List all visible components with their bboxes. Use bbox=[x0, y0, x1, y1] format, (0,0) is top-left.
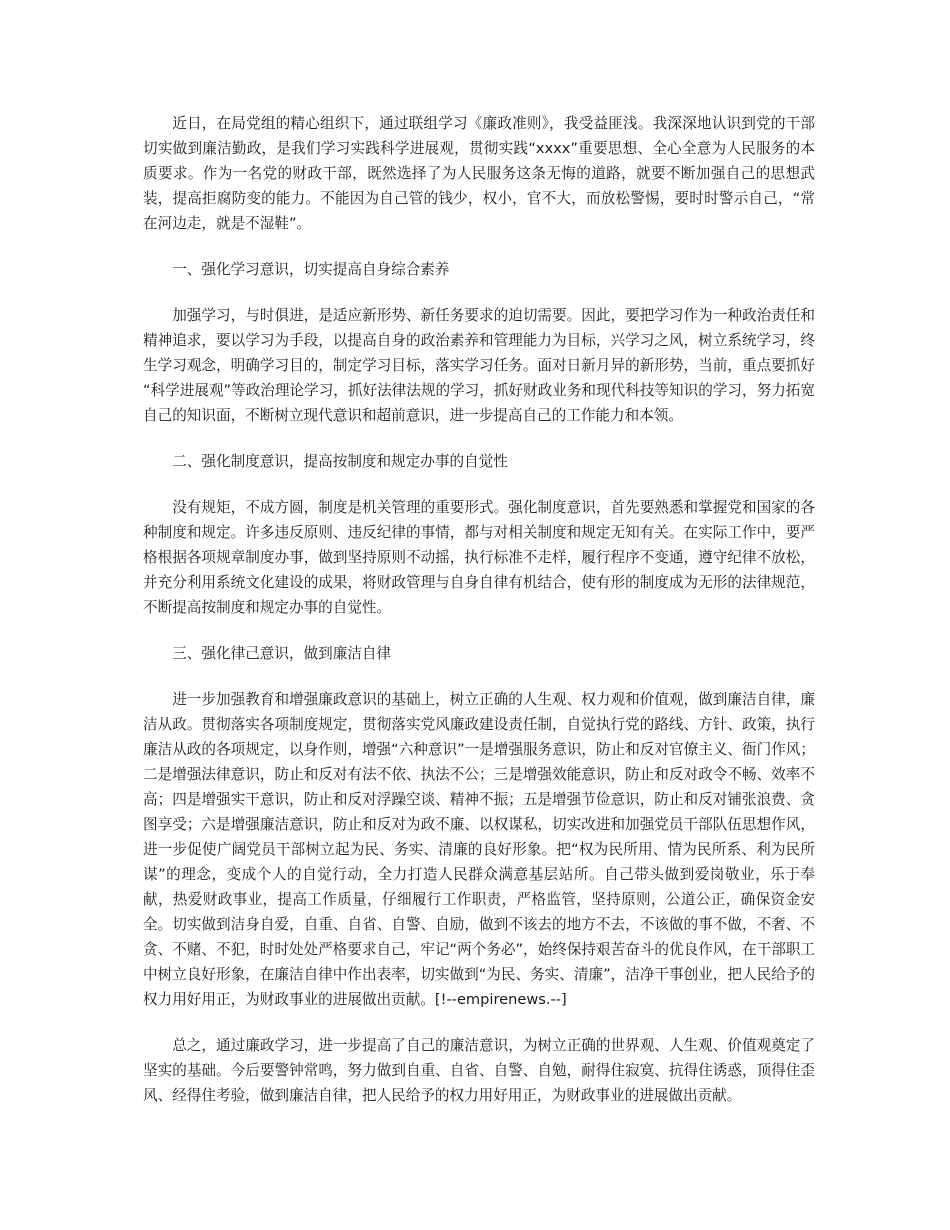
section-heading-2: 二、强化制度意识，提高按制度和规定办事的自觉性 bbox=[172, 453, 508, 470]
paragraph-section-1: 加强学习，与时俱进，是适应新形势、新任务要求的迫切需要。因此，要把学习作为一种政治责任和精神追求，要以学习为手段，以提高自身的政治素养和管理能力为目标，兴学习之风，树立系统学习，终生学习观念，明确学习目的，制定学习目标，落实学习任务。面对日新月异的新形势，当前，重点要抓好 “科学进展观”等政治理论学习，抓好法律法规的学习，抓好财政业务和现代科技等知识的学习，努力拓宽自己的知识面，不断树立现代意识和超前意识，进一步提高自己的工作能力和本领。 bbox=[143, 307, 815, 424]
paragraph-conclusion: 总之，通过廉政学习，进一步提高了自己的廉洁意识，为树立正确的世界观、人生观、价值观奠定了坚实的基础。今后要警钟常鸣，努力做到自重、自省、自警、自勉，耐得住寂寞、抗得住诱惑，顶得住歪风、经得住考验，做到廉洁自律，把人民给予的权力用好用正，为财政事业的进展做出贡献。 bbox=[143, 1037, 815, 1104]
paragraph-section-2: 没有规矩，不成方圆，制度是机关管理的重要形式。强化制度意识，首先要熟悉和掌握党和国家的各种制度和规定。许多违反原则、违反纪律的事情，都与对相关制度和规定无知有关。在实际工作中，要严格根据各项规章制度办事，做到坚持原则不动摇，执行标准不走样，履行程序不变通，遵守纪律不放松，并充分利用系统文化建设的成果，将财政管理与自身自律有机结合，使有形的制度成为无形的法律规范，不断提高按制度和规定办事的自觉性。 bbox=[143, 499, 815, 616]
paragraph-intro: 近日，在局党组的精心组织下，通过联组学习《廉政准则》，我受益匪浅。我深深地认识到党的干部切实做到廉洁勤政，是我们学习实践科学进展观，贯彻实践“xxxx”重要思想、全心全意为人民服务的本质要求。作为一名党的财政干部，既然选择了为人民服务这条无悔的道路，就要不断加强自己的思想武装，提高拒腐防变的能力。不能因为自己管的钱少，权小，官不大，而放松警惕，要时时警示自己，“常在河边走，就是不湿鞋”。 bbox=[143, 115, 815, 232]
section-heading-3: 三、强化律己意识，做到廉洁自律 bbox=[172, 645, 392, 662]
document-body bbox=[143, 111, 815, 1129]
paragraph-section-3: 进一步加强教育和增强廉政意识的基础上，树立正确的人生观、权力观和价值观，做到廉洁自律，廉洁从政。贯彻落实各项制度规定，贯彻落实党风廉政建设责任制，自觉执行党的路线、方针、政策，执行廉洁从政的各项规定，以身作则，增强“六种意识”一是增强服务意识，防止和反对官僚主义、衙门作风；二是增强法律意识，防止和反对有法不依、执法不公；三是增强效能意识，防止和反对政令不畅、效率不高；四是增强实干意识，防止和反对浮躁空谈、精神不振；五是增强节俭意识，防止和反对铺张浪费、贪图享受；六是增强廉洁意识，防止和反对为政不廉、以权谋私，切实改进和加强党员干部队伍思想作风，进一步促使广阔党员干部树立起为民、务实、清廉的良好形象。把“权为民所用、情为民所系、利为民所谋”的理念，变成个人的自觉行动，全力打造人民群众满意基层站所。自己带头做到爱岗敬业，乐于奉献，热爱财政事业，提高工作质量，仔细履行工作职责，严格监管，坚持原则，公道公正，确保资金安全。切实做到洁身自爱，自重、自省、自警、自励，做到不该去的地方不去，不该做的事不做，不奢、不贪、不赌、不犯，时时处处严格要求自己，牢记“两个务必”，始终保持艰苦奋斗的优良作风，在干部职工中树立良好形象，在廉洁自律中作出表率，切实做到“为民、务实、清廉”，洁净干事创业，把人民给予的权力用好用正，为财政事业的进展做出贡献。[!--empirenews.--] bbox=[143, 691, 815, 1008]
section-heading-1: 一、强化学习意识，切实提高自身综合素养 bbox=[172, 261, 450, 278]
